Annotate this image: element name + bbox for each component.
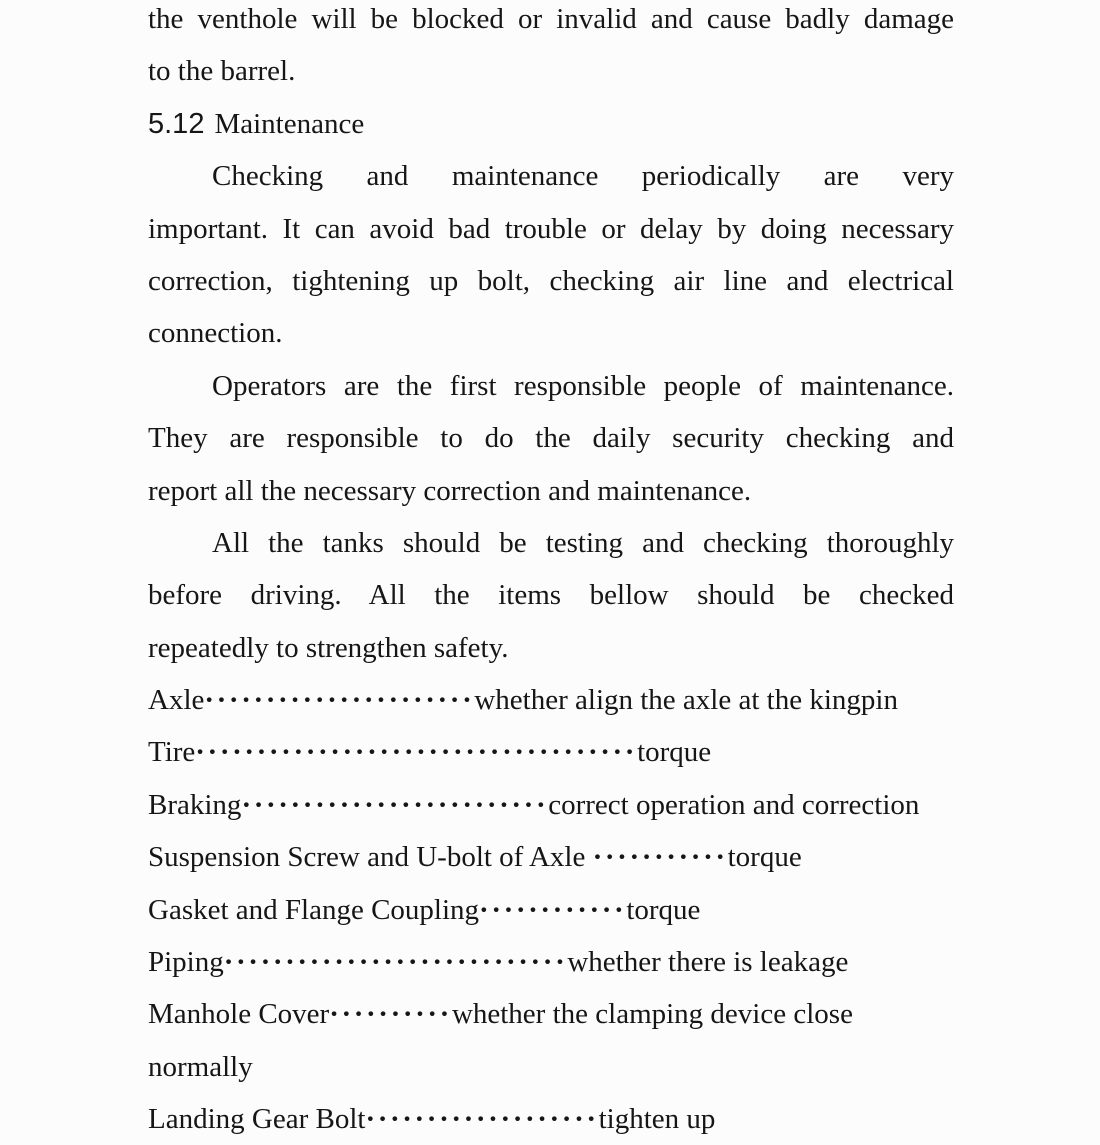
dot-leader: ························· <box>241 788 549 821</box>
checklist-desc: torque <box>637 736 712 769</box>
checklist-label: Manhole Cover <box>148 998 330 1031</box>
checklist-label: Braking <box>148 788 242 821</box>
paragraph-line: the venthole will be blocked or invalid and cause badly damage <box>148 3 954 35</box>
checklist-label: Piping <box>148 946 224 979</box>
paragraph-line: to the barrel. <box>148 55 296 88</box>
checklist-item <box>148 1093 954 1145</box>
checklist-desc: torque <box>727 841 802 874</box>
checklist-item <box>148 831 954 883</box>
section-heading <box>148 98 954 150</box>
checklist-item <box>148 726 954 778</box>
checklist-desc: whether there is leakage <box>567 946 849 979</box>
checklist-desc: correct operation and correction <box>548 788 920 821</box>
checklist-desc: whether the clamping device close <box>451 998 853 1031</box>
paragraph-line: before driving. All the items bellow should be checked <box>148 579 954 612</box>
checklist-desc: tighten up <box>598 1103 716 1136</box>
checklist-item <box>148 988 954 1040</box>
section-title: Maintenance <box>214 107 365 140</box>
dot-leader: ···························· <box>223 946 568 979</box>
paragraph-line: They are responsible to do the daily security checking and <box>148 422 954 455</box>
paragraph-line: connection. <box>148 317 283 350</box>
dot-leader: ·········· <box>329 998 452 1031</box>
checklist-item-continuation: normally <box>148 1050 253 1083</box>
section-number: 5.12 <box>148 107 205 140</box>
paragraph-line: important. It can avoid bad trouble or delay by doing necessary <box>148 212 954 245</box>
dot-leader: ···································· <box>195 736 638 769</box>
dot-leader: ······················ <box>204 684 475 717</box>
checklist-label: Tire <box>148 736 196 769</box>
checklist-item <box>148 779 954 831</box>
paragraph-line: correction, tightening up bolt, checking air line and electrical <box>148 264 954 297</box>
paragraph-line: report all the necessary correction and maintenance. <box>148 474 752 507</box>
checklist-label: Gasket and Flange Coupling <box>148 893 480 926</box>
checklist-label: Suspension Screw and U-bolt of Axle <box>148 841 593 874</box>
paragraph-line: Operators are the first responsible people of maintenance. <box>212 369 954 402</box>
paragraph-line: Checking and maintenance periodically are very <box>212 160 954 193</box>
text-column <box>148 0 954 1145</box>
checklist-item <box>148 674 954 726</box>
dot-leader: ··················· <box>365 1103 599 1136</box>
checklist-label: Landing Gear Bolt <box>148 1103 366 1136</box>
paragraph-line: repeatedly to strengthen safety. <box>148 631 509 664</box>
checklist-item <box>148 884 954 936</box>
paragraph-line: All the tanks should be testing and checking thoroughly <box>212 526 954 559</box>
checklist-desc: torque <box>626 893 701 926</box>
dot-leader: ············ <box>479 893 627 926</box>
checklist-label: Axle <box>148 684 205 717</box>
dot-leader: ··········· <box>592 841 728 874</box>
checklist-desc: whether align the axle at the kingpin <box>474 684 898 717</box>
checklist-item <box>148 936 954 988</box>
